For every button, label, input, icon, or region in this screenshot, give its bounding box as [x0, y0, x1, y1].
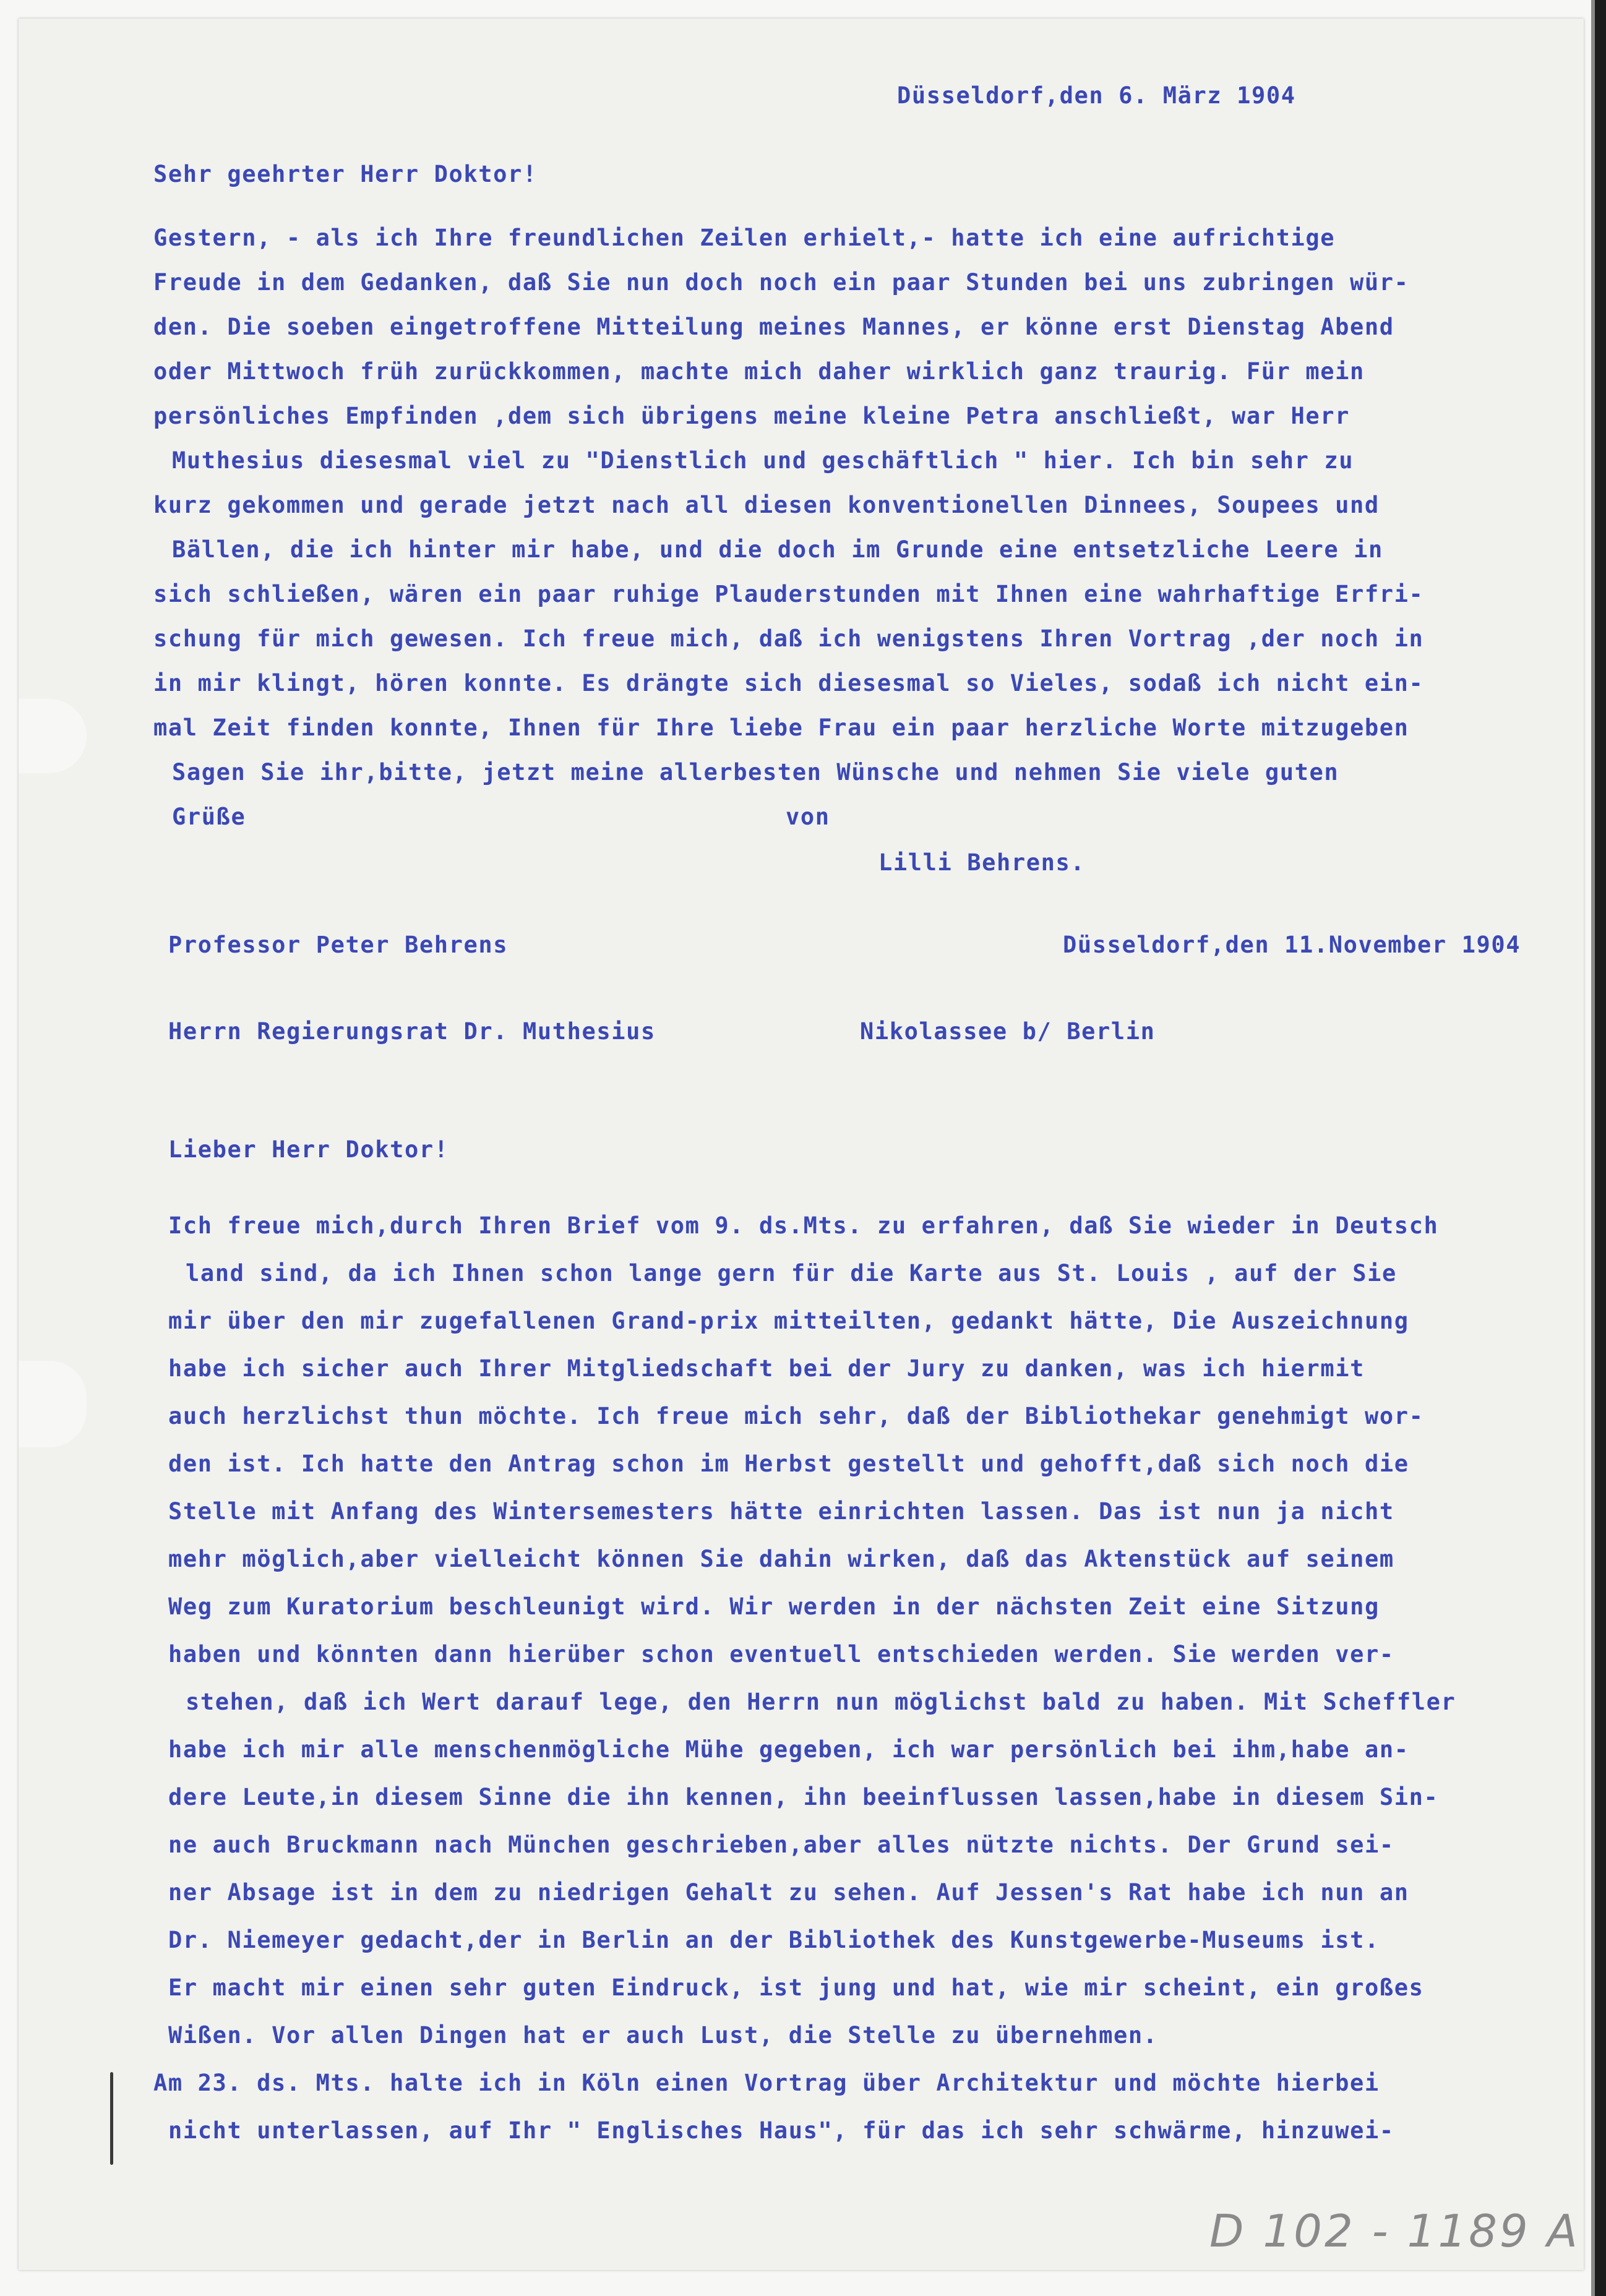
letter2-line: ner Absage ist in dem zu niedrigen Gehalt zu sehen. Auf Jessen's Rat habe ich nun an	[168, 1879, 1409, 1906]
letter2-line: land sind, da ich Ihnen schon lange gern für die Karte aus St. Louis , auf der Sie	[186, 1260, 1397, 1287]
letter2-line: auch herzlichst thun möchte. Ich freue mich sehr, daß der Bibliothekar genehmigt wor-	[168, 1403, 1424, 1429]
letter2-line: ne auch Bruckmann nach München geschrieben,aber alles nützte nichts. Der Grund sei-	[168, 1831, 1394, 1858]
letter2-recipient: Herrn Regierungsrat Dr. Muthesius	[168, 1018, 656, 1045]
letter2-line: stehen, daß ich Wert darauf lege, den Herrn nun möglichst bald zu haben. Mit Scheffler	[186, 1689, 1456, 1715]
letter2-salutation: Lieber Herr Doktor!	[168, 1136, 449, 1163]
letter1-line: schung für mich gewesen. Ich freue mich, daß ich wenigstens Ihren Vortrag ,der noch in	[153, 625, 1424, 652]
letter1-line: in mir klingt, hören konnte. Es drängte sich diesesmal so Vieles, sodaß ich nicht ein-	[153, 670, 1424, 696]
letter1-line: den. Die soeben eingetroffene Mitteilung meines Mannes, er könne erst Dienstag Abend	[153, 314, 1394, 340]
letter2-line: den ist. Ich hatte den Antrag schon im Herbst gestellt und gehofft,daß sich noch die	[168, 1450, 1409, 1477]
letter2-line: Am 23. ds. Mts. halte ich in Köln einen Vortrag über Architektur und möchte hierbei	[153, 2070, 1380, 2096]
letter2-sender: Professor Peter Behrens	[168, 932, 509, 958]
scan-edge	[1595, 0, 1606, 2296]
letter2-line: Er macht mir einen sehr guten Eindruck, ist jung und hat, wie mir scheint, ein großes	[168, 1974, 1424, 2001]
letter1-line: Freude in dem Gedanken, daß Sie nun doch noch ein paar Stunden bei uns zubringen wür-	[153, 269, 1409, 296]
letter2-line: mehr möglich,aber vielleicht können Sie dahin wirken, daß das Aktenstück auf seinem	[168, 1546, 1394, 1572]
letter2-line: haben und könnten dann hierüber schon eventuell entschieden werden. Sie werden ver-	[168, 1641, 1394, 1668]
letter2-line: Dr. Niemeyer gedacht,der in Berlin an der Bibliothek des Kunstgewerbe-Museums ist.	[168, 1927, 1380, 1953]
letter2-line: habe ich sicher auch Ihrer Mitgliedschaft bei der Jury zu danken, was ich hiermit	[168, 1355, 1365, 1382]
letter2-line: Stelle mit Anfang des Wintersemesters hätte einrichten lassen. Das ist nun ja nicht	[168, 1498, 1394, 1525]
pencil-margin-mark	[110, 2072, 113, 2165]
letter1-line: Sagen Sie ihr,bitte, jetzt meine allerbesten Wünsche und nehmen Sie viele guten	[172, 759, 1339, 786]
paper-tear-lower	[19, 1361, 87, 1447]
letter1-line: Muthesius diesesmal viel zu "Dienstlich und geschäftlich " hier. Ich bin sehr zu	[172, 447, 1354, 474]
letter1-date: Düsseldorf,den 6. März 1904	[897, 82, 1296, 109]
letter1-line: Gestern, - als ich Ihre freundlichen Zeilen erhielt,- hatte ich eine aufrichtige	[153, 225, 1336, 251]
letter1-von: von	[786, 803, 830, 830]
letter1-line: kurz gekommen und gerade jetzt nach all diesen konventionellen Dinnees, Soupees und	[153, 492, 1380, 518]
letter2-line: dere Leute,in diesem Sinne die ihn kennen, ihn beeinflussen lassen,habe in diesem Sin-	[168, 1784, 1439, 1810]
letter2-line: Weg zum Kuratorium beschleunigt wird. Wir werden in der nächsten Zeit eine Sitzung	[168, 1593, 1380, 1620]
letter2-date: Düsseldorf,den 11.November 1904	[1063, 932, 1521, 958]
letter2-line: Ich freue mich,durch Ihren Brief vom 9. ds.Mts. zu erfahren, daß Sie wieder in Deutsch	[168, 1212, 1439, 1239]
letter1-salutation: Sehr geehrter Herr Doktor!	[153, 161, 538, 187]
letter1-line: persönliches Empfinden ,dem sich übrigens meine kleine Petra anschließt, war Herr	[153, 403, 1350, 429]
letter1-line: oder Mittwoch früh zurückkommen, machte mich daher wirklich ganz traurig. Für mein	[153, 358, 1365, 385]
letter1-closing: Grüße	[172, 803, 246, 830]
letter1-line: Bällen, die ich hinter mir habe, und die doch im Grunde eine entsetzliche Leere in	[172, 536, 1383, 563]
letter2-line: Wißen. Vor allen Dingen hat er auch Lust, die Stelle zu übernehmen.	[168, 2022, 1158, 2049]
archive-code: D 102 - 1189 A	[1209, 2205, 1580, 2257]
letter1-line: mal Zeit finden konnte, Ihnen für Ihre liebe Frau ein paar herzliche Worte mitzugeben	[153, 714, 1409, 741]
letter1-line: sich schließen, wären ein paar ruhige Plauderstunden mit Ihnen eine wahrhaftige Erfri-	[153, 581, 1424, 607]
letter2-line: nicht unterlassen, auf Ihr " Englisches Haus", für das ich sehr schwärme, hinzuwei-	[168, 2117, 1394, 2144]
letter2-place: Nikolassee b/ Berlin	[860, 1018, 1156, 1045]
letter2-line: habe ich mir alle menschenmögliche Mühe gegeben, ich war persönlich bei ihm,habe an-	[168, 1736, 1409, 1763]
letter2-line: mir über den mir zugefallenen Grand-prix mitteilten, gedankt hätte, Die Auszeichnung	[168, 1308, 1409, 1334]
letter1-signature: Lilli Behrens.	[878, 849, 1086, 876]
